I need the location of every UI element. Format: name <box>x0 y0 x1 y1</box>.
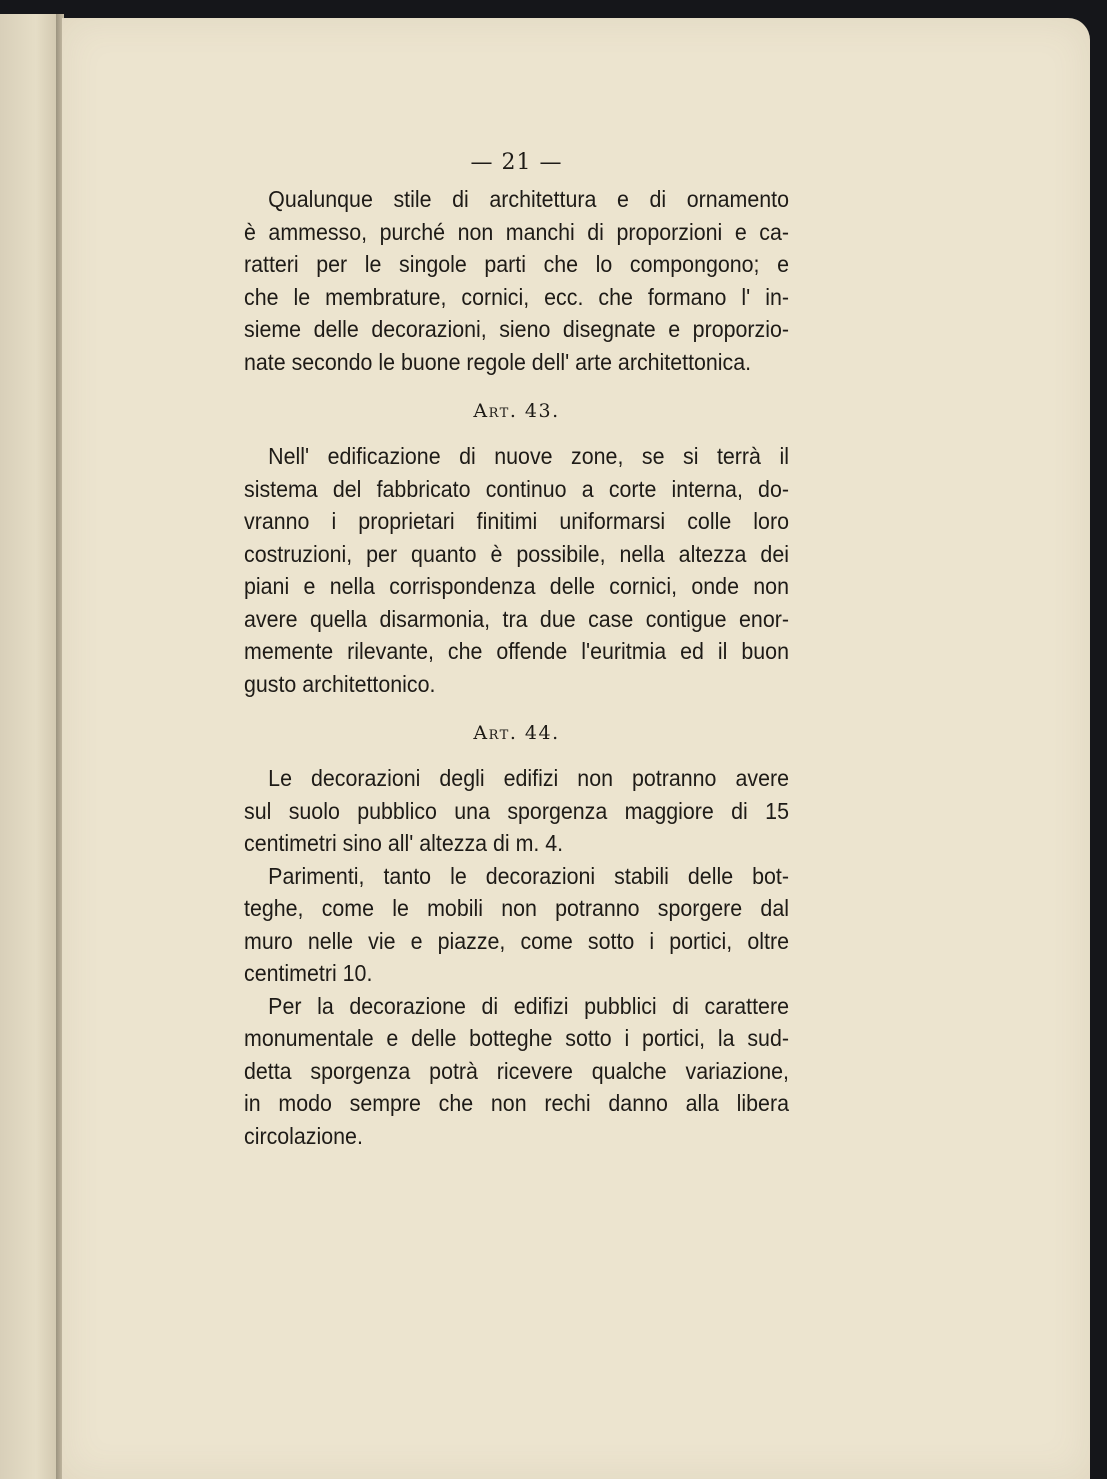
text-line: vranno i proprietari finitimi uniformarsi colle loro <box>244 508 789 534</box>
text-line: centimetri 10. <box>244 960 373 986</box>
text-line: sieme delle decorazioni, sieno disegnate e proporzio- <box>244 316 789 342</box>
text-line: che le membrature, cornici, ecc. che formano l' in- <box>244 283 789 310</box>
text-line: Parimenti, tanto le decorazioni stabili delle bot- <box>268 862 789 889</box>
text-line: muro nelle vie e piazze, come sotto i portici, oltre <box>244 927 789 954</box>
paragraph-decorations <box>244 762 789 860</box>
text-line: nate secondo le buone regole dell' arte architettonica. <box>244 348 752 375</box>
text-line: memente rilevante, che offende l'euritmia ed il buon <box>244 638 789 664</box>
text-line: detta sporgenza potrà ricevere qualche variazione, <box>244 1057 789 1084</box>
text-line: Nell' edificazione di nuove zone, se si terrà il <box>268 443 789 469</box>
text-line: è ammesso, purché non manchi di proporzioni e ca- <box>244 218 789 245</box>
paragraph-new-zones <box>244 440 789 700</box>
page-text <box>244 150 789 1152</box>
paragraph-style <box>244 183 789 378</box>
text-line: circolazione. <box>244 1122 363 1149</box>
text-line: centimetri sino all' altezza di m. 4. <box>244 830 564 856</box>
text-line: teghe, come le mobili non potranno sporgere dal <box>244 895 789 921</box>
page-number: — 21 — <box>470 150 563 175</box>
text-line: gusto architettonico. <box>244 670 436 697</box>
article-heading-44: Art. 44. <box>473 722 560 744</box>
text-line: Le decorazioni degli edifizi non potranno avere <box>268 765 789 791</box>
article-heading-43: Art. 43. <box>473 400 560 422</box>
text-line: sul suolo pubblico una sporgenza maggiore di 15 <box>244 797 789 824</box>
left-page-edge <box>0 14 60 1479</box>
text-line: monumentale e delle botteghe sotto i portici, la sud- <box>244 1025 789 1051</box>
text-line: costruzioni, per quanto è possibile, nella altezza dei <box>244 540 789 567</box>
paragraph-public-buildings <box>244 990 789 1153</box>
text-line: Qualunque stile di architettura e di ornamento <box>268 186 789 212</box>
text-line: Per la decorazione di edifizi pubblici di carattere <box>268 992 789 1019</box>
text-line: ratteri per le singole parti che lo compongono; e <box>244 251 789 277</box>
paragraph-shops <box>244 860 789 990</box>
text-line: in modo sempre che non rechi danno alla libera <box>244 1090 789 1116</box>
text-line: avere quella disarmonia, tra due case contigue enor- <box>244 605 789 632</box>
text-line: sistema del fabbricato continuo a corte interna, do- <box>244 475 789 502</box>
text-line: piani e nella corrispondenza delle cornici, onde non <box>244 573 789 599</box>
